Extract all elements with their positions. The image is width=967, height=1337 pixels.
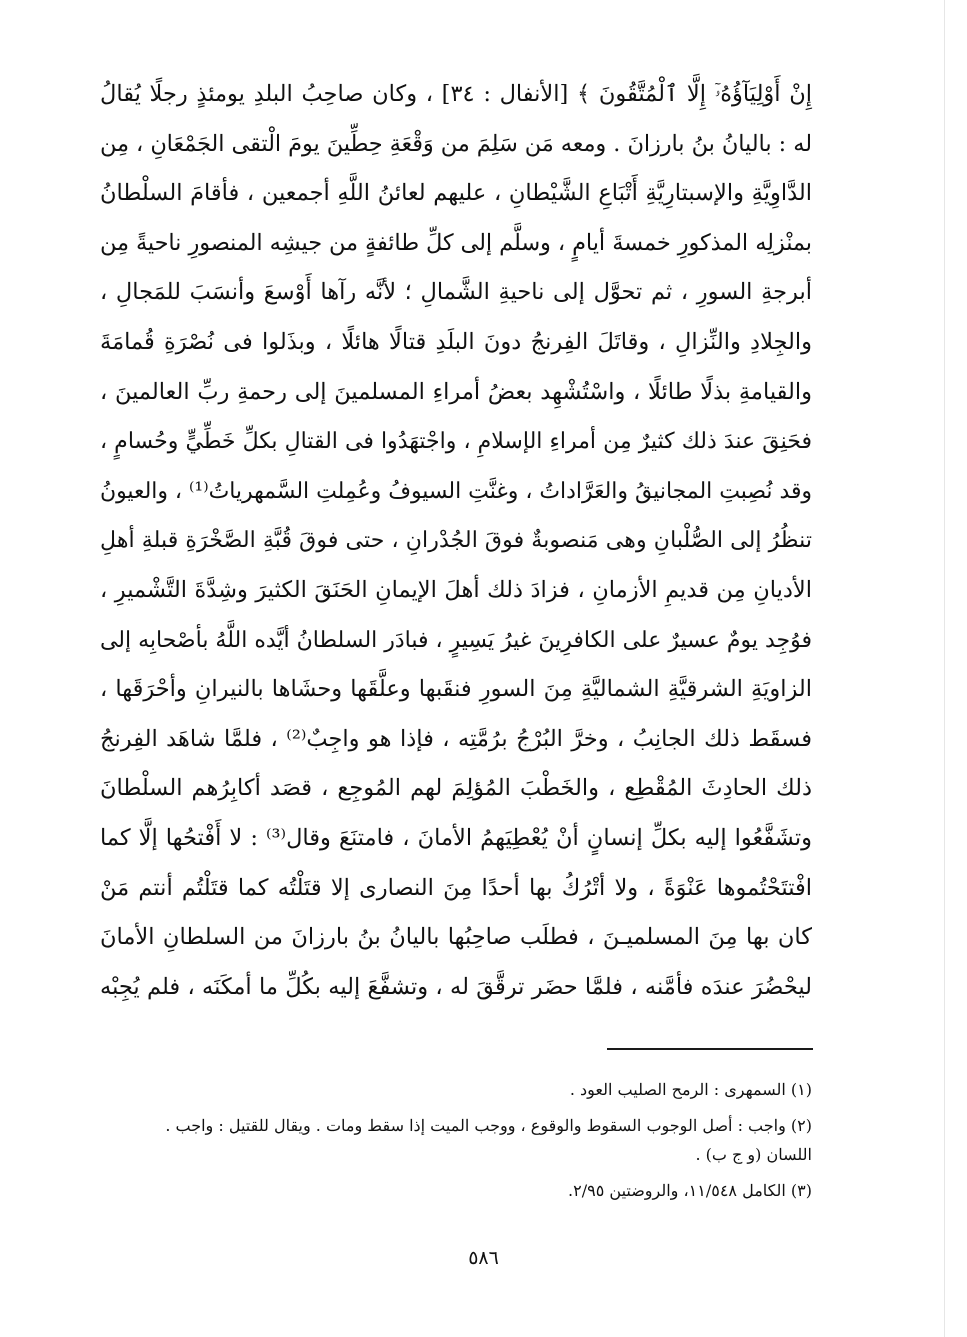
text-line: تنظُرُ إلى الصُّلْبانِ وهى مَنصوبةٌ فوقَ الجُدْرانِ ، حتى فوقَ قُبَّةِ الصَّخْرَةِ قبلةِ أهلِ — [100, 527, 812, 554]
text-line: فوُجِد يومٌ عسيرٌ على الكافرِينَ غيرُ يَسِيرٍ ، فبادَر السلطانُ أيَّده اللَّهُ بأصْحابِه إلى — [99, 627, 812, 653]
footnote-1: (١) السمهرى : الرمح الصليب العود . — [569, 1080, 812, 1099]
text-line: وقد نُصِبتِ المجانيقُ والعَرَّاداتُ ، وغنَّتِ السيوفُ وعُمِلتِ السَّمهرياتُ⁽¹⁾ ، والعيونُ — [100, 478, 812, 504]
text-line: فحَنِقَ عندَ ذلك كثيرٌ مِن أمراءِ الإسلامِ ، واجْتهَدُوا فى القتالِ بكلِّ خَطِّيٍّ وحُسامٍ ، — [100, 429, 812, 455]
footnote-2-continuation: اللسان (و ج ب) . — [695, 1145, 812, 1164]
text-line: افْتتَحْتُموها عَنْوَةً ، ولا أتْرُكُ بها أحدًا مِنَ النصارى إلا قتَلْتُه كما قتَلْتُم أنتم مَنْ — [100, 874, 812, 901]
text-line: ليحْضُرَ عندَه فأمَّنه ، فلمَّا حضَر ترقَّقَ له ، وتشفَّعَ إليه بكُلِّ ما أمكَنَه ، فلم يُجِبْه — [100, 973, 812, 1000]
text-line: وتشَفَّعُوا إليه بكلِّ إنسانٍ أنْ يُعْطِيَهمُ الأمانَ ، فامتنَعَ وقال⁽³⁾ : لا أَفْتحُها إلَّا كما — [100, 824, 812, 851]
text-line: الأديانِ مِن قديمِ الأزمانِ ، فزادَ ذلك أهلَ الإيمانِ الحَنَقَ الكثيرَ وشِدَّةَ التَّشْميرِ ، — [100, 576, 812, 603]
footnote-2: (٢) واجب : أصل الوجوب السقوط والوقوع ، ووجب الميت إذا سقط ومات . ويقال للقتيل : واجب . — [165, 1116, 812, 1135]
text-line: والجِلادِ والنِّزالِ ، وقاتَلَ الفِرنجُ دونَ البلَدِ قتالًا هائلًا ، وبذَلوا فى نُصْرَةِ قُمامَةَ — [100, 328, 812, 355]
text-line: الزاويَةِ الشرقيَّةِ الشماليَّةِ مِنَ السورِ فنقَبها وعلَّقَها وحشَاها بالنيرانِ وأحْرَقَها ، — [100, 676, 813, 703]
scan-edge-line — [944, 0, 945, 1337]
text-line: إِنْ أَوْلِيَآؤُهُۥٓ إِلَّا ٱلْمُتَّقُونَ ﴾ [الأنفال : ٣٤] ، وكان صاحِبُ البلدِ يومئذٍ رجلًا يُقالُ — [100, 81, 812, 107]
footnote-3: (٣) الكامل ١١/٥٤٨، والروضتين ٢/٩٥. — [568, 1181, 812, 1200]
main-text-body — [100, 70, 812, 1012]
text-line: والقيامةِ بذلًا طائلًا ، واسْتُشْهِد بعضُ أمراءِ المسلمينَ إلى رحمةِ ربِّ العالمينَ ، — [100, 378, 812, 405]
text-line: بمنْزلِه المذكورِ خمسةَ أيامٍ ، وسلَّم إلى كلِّ طائفةٍ من جيشِه المنصورِ ناحيةً مِن — [100, 229, 812, 256]
text-line: ذلك الحادِثَ المُقْطِع ، والخَطْبَ المُؤلِمَ لهم المُوجِع ، قصَد أكابِرُهم السلْطانَ — [100, 775, 812, 802]
text-line: أبرجةِ السورِ ، ثم تحوَّل إلى ناحيةِ الشَّمالِ ؛ لأنَّه رآها أَوْسعَ وأنسَبَ للمَجالِ ، — [100, 279, 812, 306]
text-line: له : باليانُ بنُ بارزانَ . ومعه مَن سَلِمَ من وَقْعَةِ حِطِّينَ يومَ الْتقى الجَمْعَانِ ، مِن — [100, 130, 812, 157]
text-line: كان بها مِنَ المسلميـنَ ، فطلَب صاحِبُها باليانُ بنُ بارزانَ من السلطانِ الأمانَ — [100, 924, 812, 951]
footnotes-section — [100, 1075, 812, 1205]
footnote-divider — [607, 1048, 813, 1050]
text-line: الدَّاوِيَّةِ والإسبتارِيَّةِ أَتْبَاعِ الشَّيْطانِ ، عليهم لعائنُ اللَّهِ أجمعين ، فأقامَ السلْطانُ — [100, 180, 812, 207]
page-number: ٥٨٦ — [468, 1247, 499, 1269]
text-line: فسقَط ذلك الجانِبُ ، وخرَّ البُرْجُ برُمَّتِه ، فإذا هو واجِبٌ⁽²⁾ ، فلمَّا شاهَد الفِرنجُ — [100, 725, 812, 752]
